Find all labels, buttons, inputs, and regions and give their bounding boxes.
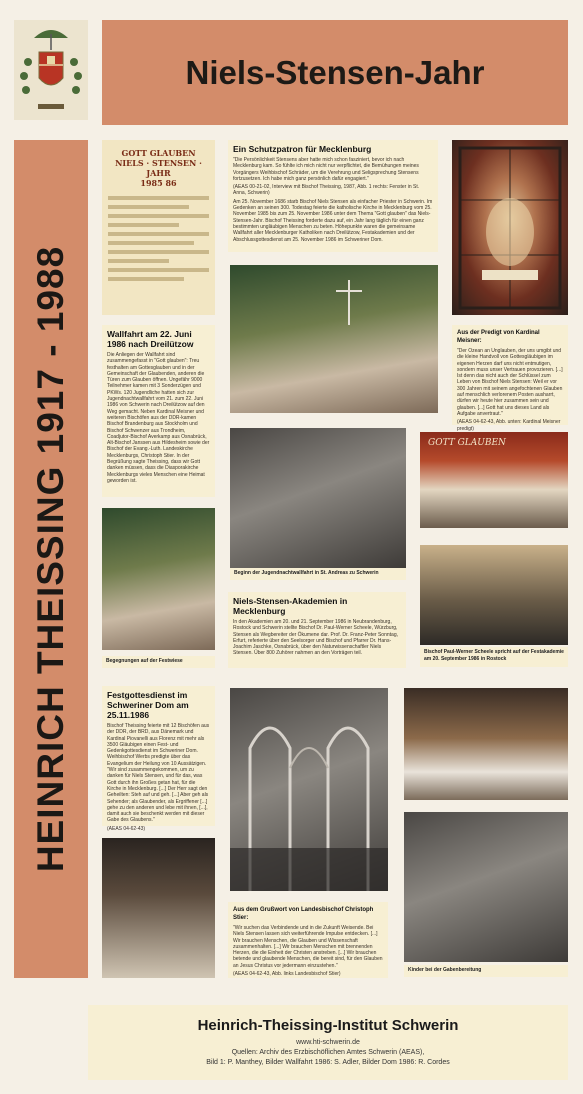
mass-celebration-photo (404, 688, 568, 800)
page-title: Niels-Stensen-Jahr (185, 54, 485, 91)
grusswort-panel (228, 902, 388, 978)
landesbischof-stier-photo (102, 838, 215, 978)
predigt-ref: (AEAS 04-62-43, Abb. unten: Kardinal Meisner predigt) (457, 419, 561, 432)
predigt-body: "Der Ozean an Unglauben, der uns umgibt und die kleine Handvoll von Gottesgläubigen im eigenen Herzen darf uns nicht entmutigen, sondern muss unser Vertrauen provozieren. [...] Ist denn das nicht auch der Schlüssel zum Leben von Bischof Niels Stensen: Weil er vor 300 Jahren mit seinem angefochtenen Glauben auf menschlich verlorenem Posten ausharrt, dürfen wir heute hier zusammen sein und glauben. [...] Gott hat uns dieses Land als Aufgabe anvertraut." (457, 348, 563, 417)
cross-bar (336, 290, 362, 292)
institute-url: www.hti-schwerin.de (296, 1039, 360, 1046)
festgottesdienst-heading: Festgottesdienst im Schweriner Dom am 25.11.1986 (107, 690, 189, 720)
pilgrimage-crowd-photo (230, 265, 438, 413)
stained-glass-photo (452, 140, 568, 315)
festwiese-photo (102, 508, 215, 650)
children-offertory-photo (404, 812, 568, 962)
wallfahrt-panel (102, 325, 215, 497)
schutzpatron-body: Am 25. November 1686 starb Bischof Niels Stensen als einfacher Priester in Schwerin. Im Gedenken an seinen 300. Todestag feierte die katholische Kirche in Mecklenburg vom 25. November 1985 bis zum 25. November 1986 unter dem Thema "Gott glauben" das Niels-Stensen-Jahr. Bischof Theissing forderte dazu auf, ein Jahr lang täglich für einen ganz bestimmten ungläubigen Menschen zu beten. Höhepunkte waren die gemeinsame Wallfahrt aller Mecklenburger Katholiken nach Dreilützow, Festakademien und der Abschlussgottesdienst am 25. November 1986 im Schweriner Dom. (233, 198, 433, 243)
scheele-lecture-photo (420, 545, 568, 645)
festgottesdienst-body: Bischof Theissing feierte mit 12 Bischöfen aus der DDR, der BRD, aus Dänemark und Kardinal Piovanelli aus Florenz mit mehr als 3500 Gläubigen einen Fest- und Gedenkgottesdienst im Schweriner Dom. Weihbischof Werbs predigte über das Evangelium der Heilung von 10 Aussätzigen. "Wir sind zusammengekommen, um zu danken für Niels Stensen, und für das, was Gott durch ihn Großes getan hat, für die Kirche in Mecklenburg. [...] Der Herr sagt den Geheilten: Steh auf und geh. [...] Aber geh als Sehender; als Glaubender, als Ergriffener [...] gehe zu den anderen und lebe mit ihnen, [...], damit auch sie beschenkt werden mit dieser Gabe des Glaubens." (107, 723, 210, 824)
schutzpatron-panel (228, 140, 438, 252)
schutzpatron-quote: "Die Persönlichkeit Stensens aber hatte mich schon fasziniert, bevor ich nach Mecklenburg kam. So fühlte ich mich nicht nur verpflichtet, die Bemühungen meines Vorgängers Weihbischof Schräder, um die Verehrung und Seligsprechung Stensens fortzusetzen. Ich habe mich ganz persönlich dafür engagiert." (233, 157, 419, 182)
festgottesdienst-ref: (AEAS 04-62-43) (107, 825, 146, 832)
wallfahrt-body: Die Anliegen der Wallfahrt sind zusammengefasst in "Gott glauben": Treu festhalten am Gottesglauben und in der Gemeinschaft der Glaubenden, anderen die Türen zum Glauben öffnen. Ungefähr 9000 Teilnehmer kamen mit 3 Sonderzügen und PKWs. 120 Jugendliche hatten sich zur Jugendnachtwallfahrt vom 21. zum 22. Juni 1986 von Schwerin nach Dreilützow auf den Weg gemacht. Neben Kardinal Meisner und weiteren Bischöfen aus der DDR-kamen Bischof Brandenburg aus Stockholm und Bischof Schwenzer aus Trondheim, Coadjutor-Bischof Averkamp aus Osnabrück, Alt-Bischof Janssen aus Hildesheim sowie der Bischof der Evang.-Luth. Landeskirche Mecklenburgs, Christoph Stier. In der Begrüßung sagte Theissing, dass wir Gott danken müssen, dass die Diasporakirche Mecklenburgs vieles Menschen eine Heimat geworden ist. (107, 352, 210, 484)
predigt-panel (452, 325, 568, 432)
cathedral-interior-photo (230, 688, 388, 891)
sources-line-2: Bild 1: P. Manthey, Bilder Wallfahrt 1986: S. Adler, Bilder Dom 1986: R. Cordes (206, 1059, 450, 1066)
akademien-heading: Niels-Stensen-Akademien in Mecklenburg (233, 596, 348, 616)
caption-scheele: Bischof Paul-Werner Scheele spricht auf der Festakademie am 20. September 1986 in Rostock (420, 647, 568, 667)
caption-kinder: Kinder bei der Gabenbereitung (404, 965, 568, 977)
wallfahrt-heading: Wallfahrt am 22. Juni 1986 nach Dreilützow (107, 329, 194, 349)
caption-jugend: Beginn der Jugendnachtwallfahrt in St. Andreas zu Schwerin (230, 568, 406, 580)
akademien-body: In den Akademien am 20. und 21. September 1986 in Neubrandenburg, Rostock und Schwerin stellte Bischof Dr. Paul-Werner Scheele, Würzburg, Stensen als Wegbereiter der Ökumene dar. Prof. Dr. Franz-Peter Sonntag, Erfurt, referierte über den Seelsorger und Bischof und Pfarrer Dr. Hans-Joachim Jaschke, Osnabrück, über den Naturwissenschaftler Niels Stensen. Über 800 Zuhörer nahmen an den Vorträgen teil. (233, 619, 398, 657)
coat-of-arms (14, 20, 88, 120)
banner-gott-glauben: GOTT GLAUBEN (428, 438, 506, 448)
schutzpatron-ref: (AEAS 00-21-02, Interview mit Bischof Theissing, 1987, Abb. 1 rechts: Fenster in St. Anna, Schwerin) (233, 184, 420, 197)
sidebar-label: HEINRICH THEISSING 1917 - 1988 (30, 245, 71, 873)
poster-image (102, 140, 215, 315)
institute-name: Heinrich-Theissing-Institut Schwerin (197, 1017, 459, 1034)
grusswort-body: "Wir suchen das Verbindende und in die Zukunft Weisende. Bei Niels Stensen lassen sich weiterführende Impulse entdecken. [...] Wir brauchen Menschen, die Glauben und Wissenschaft zusammenhalten. [...] Wir brauchen Menschen mit brennenden Herzen, die die Einheit der Christen anstreben. [...] Wir brauchen betende und glaubende Menschen, die bereit sind, für den Glauben an Jesus Christus vor jedermann einzustehen." (233, 925, 383, 969)
sources-line-1: Quellen: Archiv des Erzbischöflichen Amtes Schwerin (AEAS), (231, 1049, 425, 1056)
poster-line-2: NIELS · STENSEN · JAHR (115, 158, 202, 178)
title-band (102, 20, 568, 125)
youth-procession-photo (230, 428, 406, 568)
predigt-heading: Aus der Predigt von Kardinal Meisner: (457, 330, 540, 344)
festgottesdienst-panel (102, 686, 215, 832)
cardinal-meisner-photo (420, 432, 568, 528)
cross-icon (348, 280, 350, 325)
poster-line-1: GOTT GLAUBEN (121, 148, 196, 158)
caption-festwiese: Begegnungen auf der Festwiese (102, 656, 215, 668)
sidebar-band (14, 140, 88, 978)
grusswort-ref: (AEAS 04-62-43, Abb. links Landesbischof Stier) (233, 971, 341, 978)
akademien-panel (228, 592, 406, 668)
grusswort-heading: Aus dem Grußwort von Landesbischof Christoph Stier: (233, 907, 374, 921)
schutzpatron-heading: Ein Schutzpatron für Mecklenburg (233, 144, 372, 154)
footer (88, 1005, 568, 1080)
poster-line-3: 1985 86 (140, 178, 177, 188)
